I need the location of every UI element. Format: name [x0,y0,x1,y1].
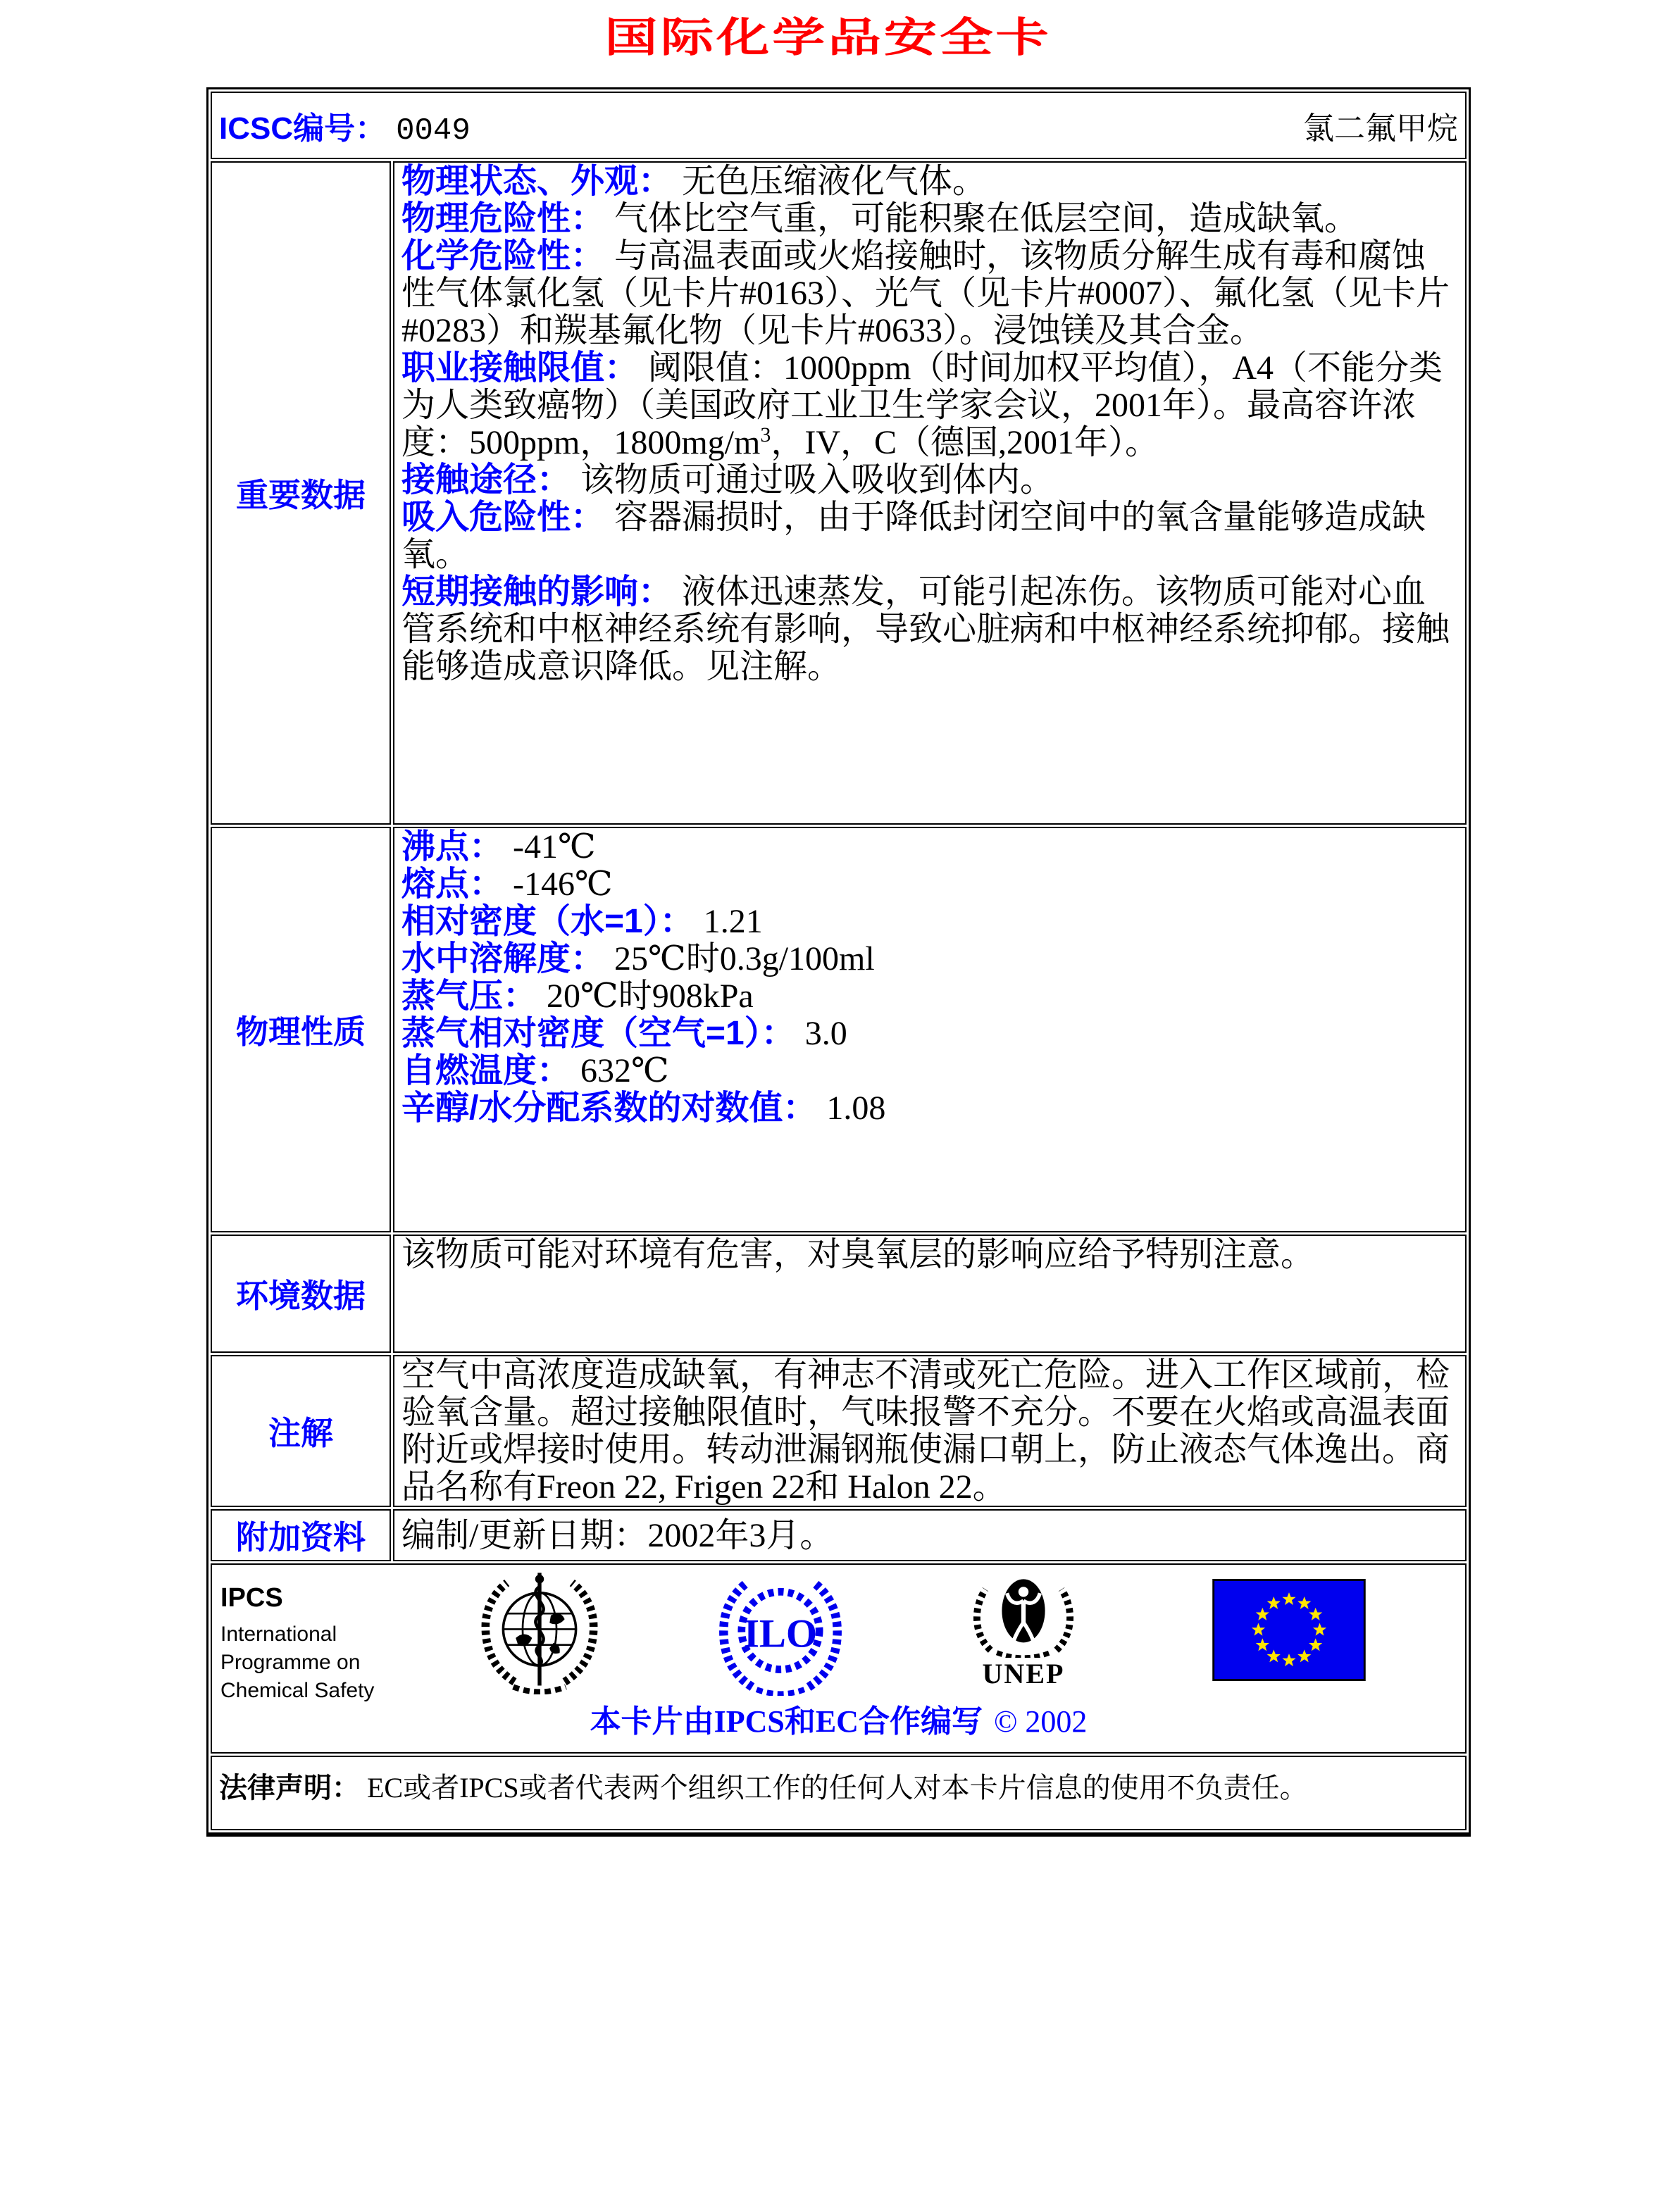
item-text: 20℃时908kPa [547,977,754,1015]
data-item [401,1089,1458,1127]
item-label: 职业接触限值： [401,349,639,387]
row-environmental-data [211,1235,1467,1353]
item-label: 熔点： [401,866,504,903]
header-cell [211,92,1467,159]
item-label: 接触途径： [401,461,571,499]
item-label: 水中溶解度： [401,940,605,977]
item-label: 相对密度（水=1）： [401,903,694,940]
data-item [401,903,1458,940]
section-label-important-data: 重要数据 [211,161,391,825]
row-additional-information [211,1509,1467,1561]
section-label-physical-properties: 物理性质 [211,827,391,1232]
section-text: 编制/更新日期：2002年3月。 [401,1516,834,1554]
item-text: 1.21 [703,903,763,940]
item-text: -146℃ [513,866,613,903]
footer-caption-text: 本卡片由IPCS和EC合作编写 [590,1704,983,1739]
row-legal-notice [211,1756,1467,1830]
ilo-logo-icon [714,1570,847,1696]
row-footer-logos [211,1563,1467,1754]
item-label: 蒸气压： [401,977,537,1015]
who-logo-icon [474,1569,605,1694]
item-text: 1.08 [826,1089,886,1127]
item-label: 自燃温度： [401,1052,571,1089]
item-label: 蒸气相对密度（空气=1）： [401,1015,795,1052]
eu-flag-icon [1212,1579,1366,1681]
ipcs-line: International [220,1623,337,1646]
item-text: 液体迅速蒸发，可能引起冻伤。该物质可能对心血管系统和中枢神经系统有影响，导致心脏病和中枢神经系统抑郁。接触能够造成意识降低。见注解。 [401,573,1450,685]
data-item [401,499,1458,573]
unep-logo-block [960,1569,1087,1690]
item-text: ，IV，C（德国,2001年）。 [771,424,1159,461]
data-item [401,349,1458,461]
icsc-card-table [206,87,1471,1837]
legal-notice-text: EC或者IPCS或者代表两个组织工作的任何人对本卡片信息的使用不负责任。 [367,1772,1308,1804]
item-text: 容器漏损时，由于降低封闭空间中的氧含量能够造成缺氧。 [401,499,1426,573]
legal-cell [211,1756,1467,1830]
section-text: 该物质可能对环境有危害，对臭氧层的影响应给予特别注意。 [401,1236,1315,1273]
footer-copyright: © 2002 [993,1704,1088,1739]
section-content-additional-information [393,1509,1467,1561]
legal-notice-label: 法律声明： [219,1773,360,1804]
section-content-important-data [393,161,1467,825]
item-label: 物理状态、外观： [401,163,673,200]
section-text: 空气中高浓度造成缺氧，有神志不清或死亡危险。进入工作区域前，检验氧含量。超过接触限值时，气味报警不充分。不要在火焰或高温表面附近或焊接时使用。转动泄漏钢瓶使漏口朝上，防止液态气体逸出。商品名称有Freon 22, Frigen 22和 Halon 22。 [401,1356,1450,1506]
item-text: 25℃时0.3g/100ml [614,940,875,977]
section-label-additional-information: 附加资料 [211,1509,391,1561]
row-notes [211,1355,1467,1507]
unep-wordmark: UNEP [982,1658,1065,1689]
data-item [401,461,1458,499]
data-item [401,200,1458,237]
item-label: 化学危险性： [401,237,605,275]
data-item [401,940,1458,977]
ilo-monogram: ILO [743,1611,818,1656]
item-text: 气体比空气重，可能积聚在低层空间，造成缺氧。 [614,200,1359,237]
page-title: 国际化学品安全卡 [604,15,1052,61]
item-text: 阈限值：1000ppm（时间加权平均值），A4（不能分类为人类致癌物）（美国政府工业卫生学家会议，2001年）。最高容许浓度：500ppm，1800mg/m [401,349,1443,461]
item-text: 与高温表面或火焰接触时，该物质分解生成有毒和腐蚀性气体氯化氢（见卡片#0163）、光气（见卡片#0007）、氟化氢（见卡片#0283）和羰基氟化物（见卡片#0633）。浸蚀镁及其合金。 [401,237,1450,349]
section-content-notes [393,1355,1467,1507]
row-important-data [211,161,1467,825]
section-content-environmental-data [393,1235,1467,1353]
data-item [401,573,1458,685]
ipcs-title: IPCS [220,1583,283,1613]
chemical-name: 氯二氟甲烷 [1303,111,1458,146]
data-item [401,237,1458,349]
header-row [211,92,1467,159]
item-label: 辛醇/水分配系数的对数值： [401,1089,817,1127]
icsc-number-label: ICSC编号： [219,111,387,146]
data-item [401,1015,1458,1052]
data-item [401,1052,1458,1089]
footer-caption [212,1696,1465,1741]
superscript: 3 [760,423,771,446]
data-item [401,828,1458,866]
section-label-environmental-data: 环境数据 [211,1235,391,1353]
data-item [401,977,1458,1015]
unep-logo-icon [960,1569,1087,1658]
ipcs-line: Programme on [220,1651,361,1674]
item-text: -41℃ [513,828,596,866]
ipcs-line: Chemical Safety [220,1679,375,1702]
ipcs-block [220,1583,374,1705]
section-label-notes: 注解 [211,1355,391,1507]
row-physical-properties [211,827,1467,1232]
section-content-physical-properties [393,827,1467,1232]
icsc-number: 0049 [396,113,471,149]
item-text: 该物质可通过吸入吸收到体内。 [580,461,1054,499]
icsc-number-group [219,103,471,149]
item-text: 632℃ [580,1052,669,1089]
item-label: 短期接触的影响： [401,573,673,611]
item-label: 沸点： [401,828,504,866]
item-text: 无色压缩液化气体。 [682,163,987,200]
item-text: 3.0 [804,1015,847,1052]
footer-cell [211,1563,1467,1754]
item-label: 物理危险性： [401,200,605,237]
data-item [401,866,1458,903]
item-label: 吸入危险性： [401,499,605,536]
data-item [401,163,1458,200]
